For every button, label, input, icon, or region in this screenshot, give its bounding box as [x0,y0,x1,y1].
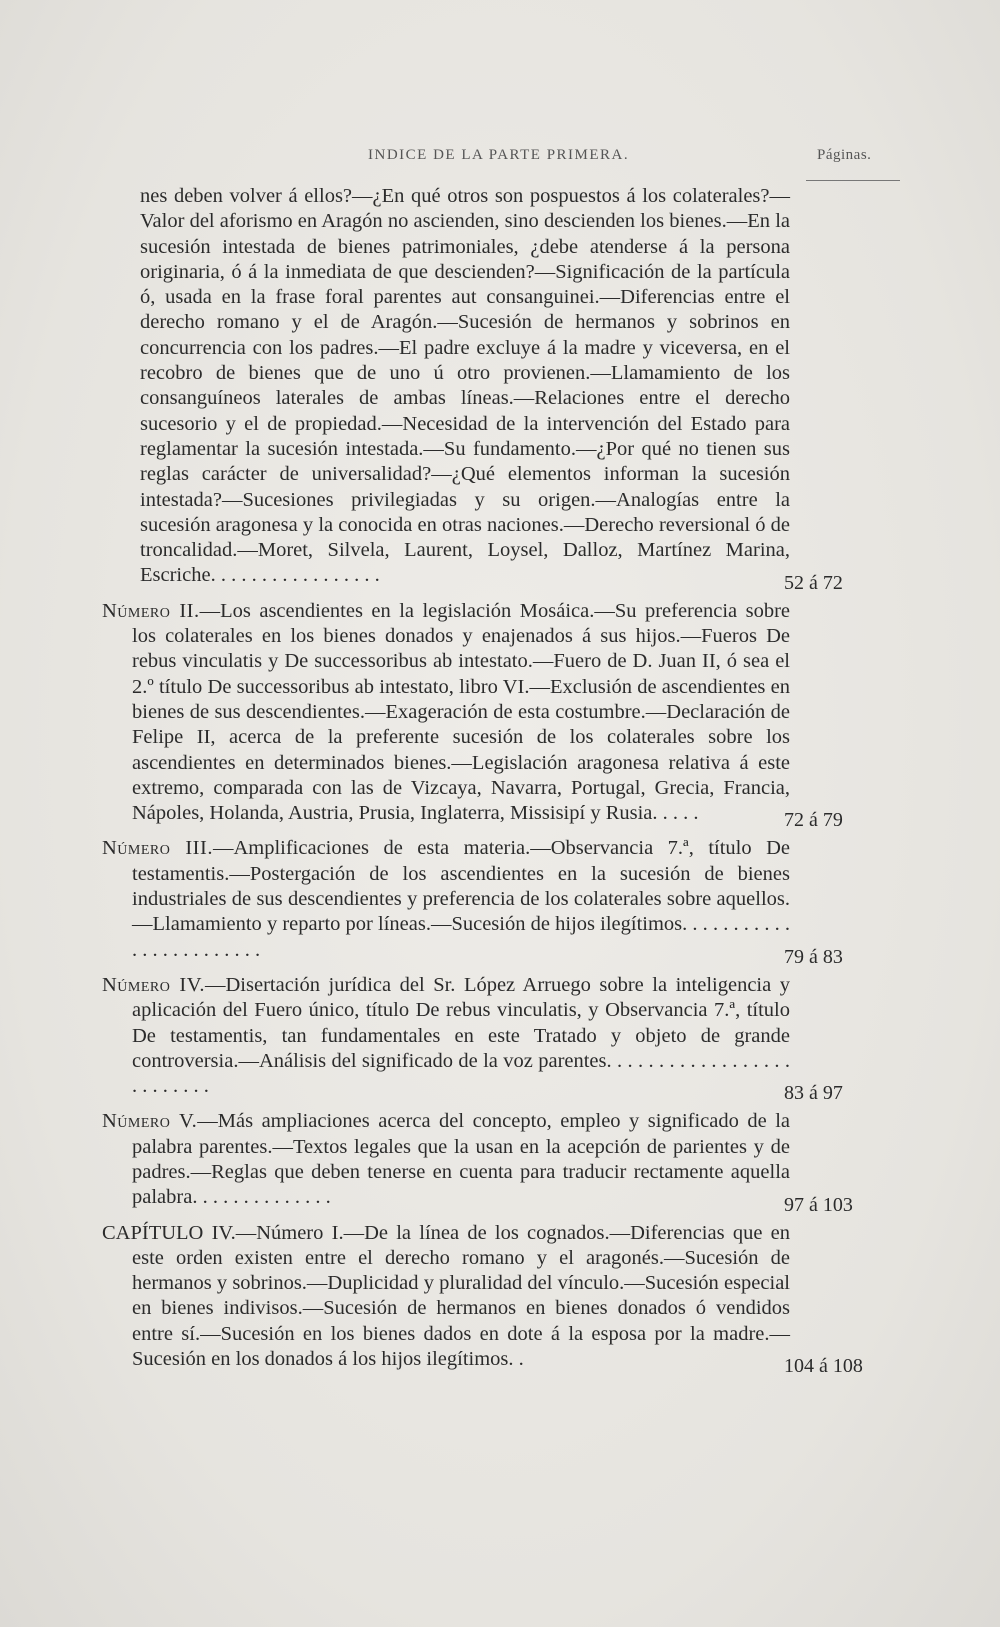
toc-entry [102,599,894,832]
toc-entry-label: Número III. [102,837,213,860]
header-title: INDICE DE LA PARTE PRIMERA. [368,147,630,163]
toc-entry-pages: 72 á 79 [784,809,843,832]
toc-entry-text: —Amplificaciones de esta materia.—Observancia 7.ª, título De testamentis.—Postergación de los ascendientes en la sucesión de bienes industriales de sus descendientes y preferencia de los colaterales sobre aquellos.—Llamamiento y reparto por líneas.—Sucesión de hijos ilegítimos. . . . . . . . . . . . . . . . . . . . . . . . [132,837,791,961]
toc-entry-pages: 97 á 103 [784,1193,853,1216]
toc-entry-label: Número IV. [102,973,205,996]
toc-entry-label: Número V. [102,1110,198,1133]
header-pages-label: Páginas. [817,147,872,163]
toc-entry-pages: 83 á 97 [784,1082,843,1105]
toc-entry-pages: 79 á 83 [784,945,843,968]
toc-entry-text: —De la línea de los cognados.—Diferencias que en este orden existen entre el derecho romano y el aragonés.—Sucesión de hermanos y sobrinos.—Duplicidad y pluralidad del vínculo.—Sucesión especial en bienes indivisos.—Sucesión de hermanos en bienes donados ó vendidos entre sí.—Sucesión en los bienes dados en dote á la esposa por la madre.—Sucesión en los donados á los hijos ilegítimos. . [132,1221,790,1371]
toc-entry [102,836,894,968]
toc-entry [102,1109,894,1216]
header-rule [806,180,900,181]
page-header [0,147,1000,171]
toc-entry [102,184,894,594]
table-of-contents [102,184,894,1378]
toc-entry-text: —Disertación jurídica del Sr. López Arruego sobre la inteligencia y aplicación del Fuero único, título De rebus vinculatis, y Observancia 7.ª, título De testamentis, tan fundamentales en este Tratado y objeto de grande controversia.—Análisis del significado de la voz parentes. . . . . . . . . . . . . . . . . . . . . . . . . . [132,973,790,1098]
toc-entry-label: Número II. [102,599,200,622]
toc-entry [102,1221,894,1378]
toc-entry-text: —Más ampliaciones acerca del concepto, empleo y significado de la palabra parentes.—Textos legales que la usan en la acepción de parientes y de padres.—Reglas que deben tenerse en cuenta para traducir rectamente aquella palabra. . . . . . . . . . . . . . [132,1110,791,1209]
toc-entry [102,973,894,1105]
toc-entry-pages: 52 á 72 [784,571,843,594]
toc-entry-pages: 104 á 108 [784,1355,863,1378]
toc-entry-text: nes deben volver á ellos?—¿En qué otros son pospuestos á los colaterales?—Valor del aforismo en Aragón no ascienden, sino descienden los bienes.—En la sucesión intestada de bienes patrimoniales, ¿debe atenderse á la persona originaria, ó á la inmediata de que descienden?—Significación de la partícula ó, usada en la frase foral parentes aut consanguinei.—Diferencias entre el derecho romano y el de Aragón.—Sucesión de hermanos y sobrinos en concurrencia con los padres.—El padre excluye á la madre y viceversa, en el recobro de bienes que de uno ú otro provienen.—Llamamiento de los consanguíneos laterales de ambas líneas.—Relaciones entre el derecho sucesorio y el de propiedad.—Necesidad de la intervención del Estado para reglamentar la sucesión intestada.—Su fundamento.—¿Por qué no tienen sus reglas carácter de universalidad?—¿Qué elementos informan la sucesión intestada?—Sucesiones privilegiadas y su origen.—Analogías entre la sucesión aragonesa y la conocida en otras naciones.—Derecho reversional ó de troncalidad.—Moret, Silvela, Laurent, Loysel, Dalloz, Martínez Marina, Escriche. . . . . . . . . . . . . . . . . [140,185,790,587]
toc-entry-text: —Los ascendientes en la legislación Mosáica.—Su preferencia sobre los colaterales en los bienes donados y enajenados á sus hijos.—Fueros De rebus vinculatis y De successoribus ab intestato.—Fuero de D. Juan II, ó sea el 2.º título De successoribus ab intestato, libro VI.—Exclusión de ascendientes en bienes de sus descendientes.—Exageración de esta costumbre.—Declaración de Felipe II, acerca de la preferente sucesión de los colaterales sobre los ascendientes en determinados bienes.—Legislación aragonesa relativa á este extremo, comparada con las de Vizcaya, Navarra, Portugal, Grecia, Francia, Nápoles, Holanda, Austria, Prusia, Inglaterra, Missisipí y Rusia. . . . . [132,599,790,825]
toc-entry-label: CAPÍTULO IV.—Número I. [102,1221,344,1244]
